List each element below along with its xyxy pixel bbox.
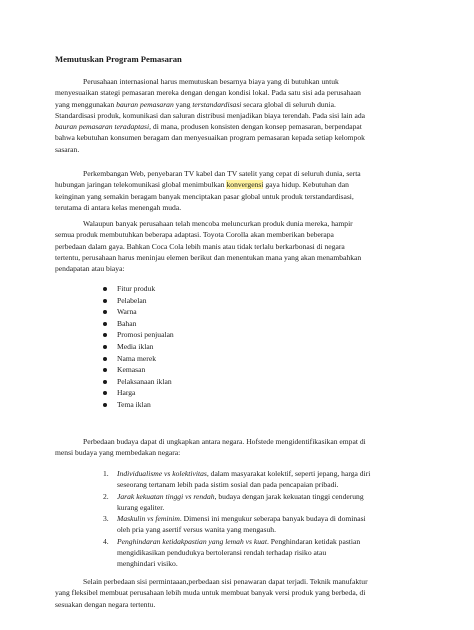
paragraph-line: yang fleksibel membuat perusahaan lebih muda untuk membuat banyak versi produk yang berbeda, di xyxy=(55,588,366,598)
bullet-icon xyxy=(103,310,107,314)
italic-term: Individualisme vs kolektivitas xyxy=(117,469,207,478)
bullet-icon xyxy=(103,380,107,384)
item-line: mengidikasikan pendudukya bertoleransi rendah terhadap risiko atau xyxy=(117,548,327,558)
italic-term: terstandardisasi xyxy=(192,99,242,109)
list-item xyxy=(103,295,174,307)
item-line: seseorang tertanam lebih pada sistim sosial dan pada pencapaian pribadi. xyxy=(117,480,339,490)
list-item-label: Harga xyxy=(117,388,136,398)
numbered-item xyxy=(103,468,425,491)
paragraph-line: mensi budaya yang membedakan negara: xyxy=(55,448,181,458)
italic-term: Maskulin vs feminim xyxy=(117,514,180,524)
paragraph-line: menyesuaikan stategi pemasaran mereka dengan dengan kondisi lokal. Pada satu sisi ada perusahaan xyxy=(55,88,361,98)
text-run: , di mana, produsen konsisten dengan konsep pemasaran, berpendapat xyxy=(149,122,362,132)
list-item-label: Bahan xyxy=(117,318,137,328)
list-item xyxy=(103,353,174,365)
bullet-icon xyxy=(103,299,107,303)
item-line: kurang egaliter. xyxy=(117,502,165,512)
bullet-list xyxy=(103,283,174,411)
paragraph-line xyxy=(55,179,425,190)
bullet-icon xyxy=(103,322,107,326)
paragraph-line: Selain perbedaan sisi permintaaan,perbedaan sisi penawaran dapat terjadi. Teknik manufaktur xyxy=(83,577,368,586)
list-item xyxy=(103,283,174,295)
numbered-list xyxy=(103,468,425,570)
italic-term: Jarak kekuatan tinggi vs rendah xyxy=(117,491,215,501)
list-item-label: Media iklan xyxy=(117,341,154,351)
item-line xyxy=(117,468,425,479)
paragraph-line: perbedaan dalam gaya. Bahkan Coca Cola lebih manis atau tidak terlalu berkarbonasi di negara xyxy=(55,241,345,251)
numbered-item xyxy=(103,536,425,570)
bullet-icon xyxy=(103,333,107,337)
paragraph-3 xyxy=(55,218,425,274)
paragraph-5 xyxy=(55,576,425,610)
numbered-item xyxy=(103,513,425,536)
highlighted-term: konvergensi xyxy=(226,180,264,190)
text-run: . Penghindaran ketidak pastian xyxy=(266,536,361,546)
list-item xyxy=(103,306,174,318)
text-run: secara global di seluruh dunia. xyxy=(241,99,336,109)
text-run: . Dimensi ini mengukur seberapa banyak budaya di dominasi xyxy=(179,514,366,524)
list-item xyxy=(103,318,174,330)
text-run: yang menggunakan xyxy=(55,99,117,109)
item-number: 1. xyxy=(103,469,109,478)
list-item-label: Promosi penjualan xyxy=(117,330,174,340)
paragraph-line: semua produk membutuhkan beberapa adaptasi. Toyota Corolla akan memberikan beberapa xyxy=(55,230,334,240)
numbered-item xyxy=(103,491,425,514)
list-item xyxy=(103,376,174,388)
paragraph-line: sasaran. xyxy=(55,144,80,154)
item-number: 3. xyxy=(103,514,109,524)
paragraph-line xyxy=(55,99,425,110)
text-run: gaya hidup. Kebutuhan dan xyxy=(263,180,349,190)
bullet-icon xyxy=(103,403,107,407)
item-line: oleh pria yang asertif versus wanita yang mengasuh. xyxy=(117,525,276,535)
paragraph-line: Perbedaan budaya dapat di ungkapkan antara negara. Hofstede mengidentifikasikan empat di xyxy=(83,437,366,446)
list-item-label: Tema iklan xyxy=(117,399,151,409)
list-item xyxy=(103,387,174,399)
bullet-icon xyxy=(103,287,107,291)
section-heading: Memutuskan Program Pemasaran xyxy=(55,54,182,64)
paragraph-line: sesuakan dengan negara tertentu. xyxy=(55,599,156,609)
paragraph-line: Perkembangan Web, penyebaran TV kabel dan TV satelit yang cepat di seluruh dunia, serta xyxy=(83,169,361,178)
italic-term: Penghindaran ketidakpastian yang lemah vs kuat xyxy=(117,536,267,546)
list-item-label: Warna xyxy=(117,307,137,317)
text-run: hubungan jaringan telekomunikasi global menimbulkan xyxy=(55,180,227,190)
paragraph-line: bahwa kebutuhan konsumen beragam dan menyesuaikan program pemasaran kepada setiap kelompok xyxy=(55,133,365,143)
paragraph-2 xyxy=(55,168,425,213)
paragraph-4 xyxy=(55,436,425,459)
item-number: 2. xyxy=(103,491,109,501)
text-run: , budaya dengan jarak kekuatan tinggi cenderung xyxy=(214,491,364,501)
item-number: 4. xyxy=(103,536,109,546)
item-line xyxy=(117,513,425,524)
italic-term: bauran pemasaran teradaptasi xyxy=(55,122,150,132)
italic-term: bauran pemasaran xyxy=(116,99,174,109)
list-item-label: Fitur produk xyxy=(117,284,156,293)
paragraph-line: pendapatan atau biaya: xyxy=(55,264,125,274)
list-item xyxy=(103,329,174,341)
list-item-label: Nama merek xyxy=(117,353,157,363)
item-line: menghindari visiko. xyxy=(117,559,178,569)
paragraph-line: Walaupun banyak perusahaan telah mencoba meluncurkan produk dunia mereka, hampir xyxy=(83,219,353,228)
paragraph-line: tertentu, perusahaan harus meninjau elemen berikut dan menentukan mana yang akan menambahkan xyxy=(55,252,362,262)
list-item xyxy=(103,364,174,376)
paragraph-line xyxy=(55,121,425,132)
text-run: , dalam masyarakat kolektif, seperti jepang, harga diri xyxy=(206,469,371,478)
paragraph-line: keinginan yang semakin beragam banyak menciptakan pasar global untuk produk terstandardisasi, xyxy=(55,191,354,201)
paragraph-line: Standardisasi produk, komunikasi dan saluran distribusi menjadikan biaya terendah. Pada sisi lain ada xyxy=(55,110,366,120)
list-item xyxy=(103,399,174,411)
item-line xyxy=(117,491,425,502)
paragraph-line: terutama di antara kelas menengah muda. xyxy=(55,202,182,212)
paragraph-line: Perusahaan internasional harus memutuskan besarnya biaya yang di butuhkan untuk xyxy=(83,77,339,86)
list-item-label: Pelabelan xyxy=(117,295,147,305)
list-item-label: Kemasan xyxy=(117,365,146,375)
bullet-icon xyxy=(103,357,107,361)
item-line xyxy=(117,536,425,547)
list-item-label: Pelaksanaan iklan xyxy=(117,376,172,386)
bullet-icon xyxy=(103,345,107,349)
text-run: yang xyxy=(173,99,193,109)
bullet-icon xyxy=(103,368,107,372)
list-item xyxy=(103,341,174,353)
paragraph-1 xyxy=(55,76,425,155)
bullet-icon xyxy=(103,391,107,395)
